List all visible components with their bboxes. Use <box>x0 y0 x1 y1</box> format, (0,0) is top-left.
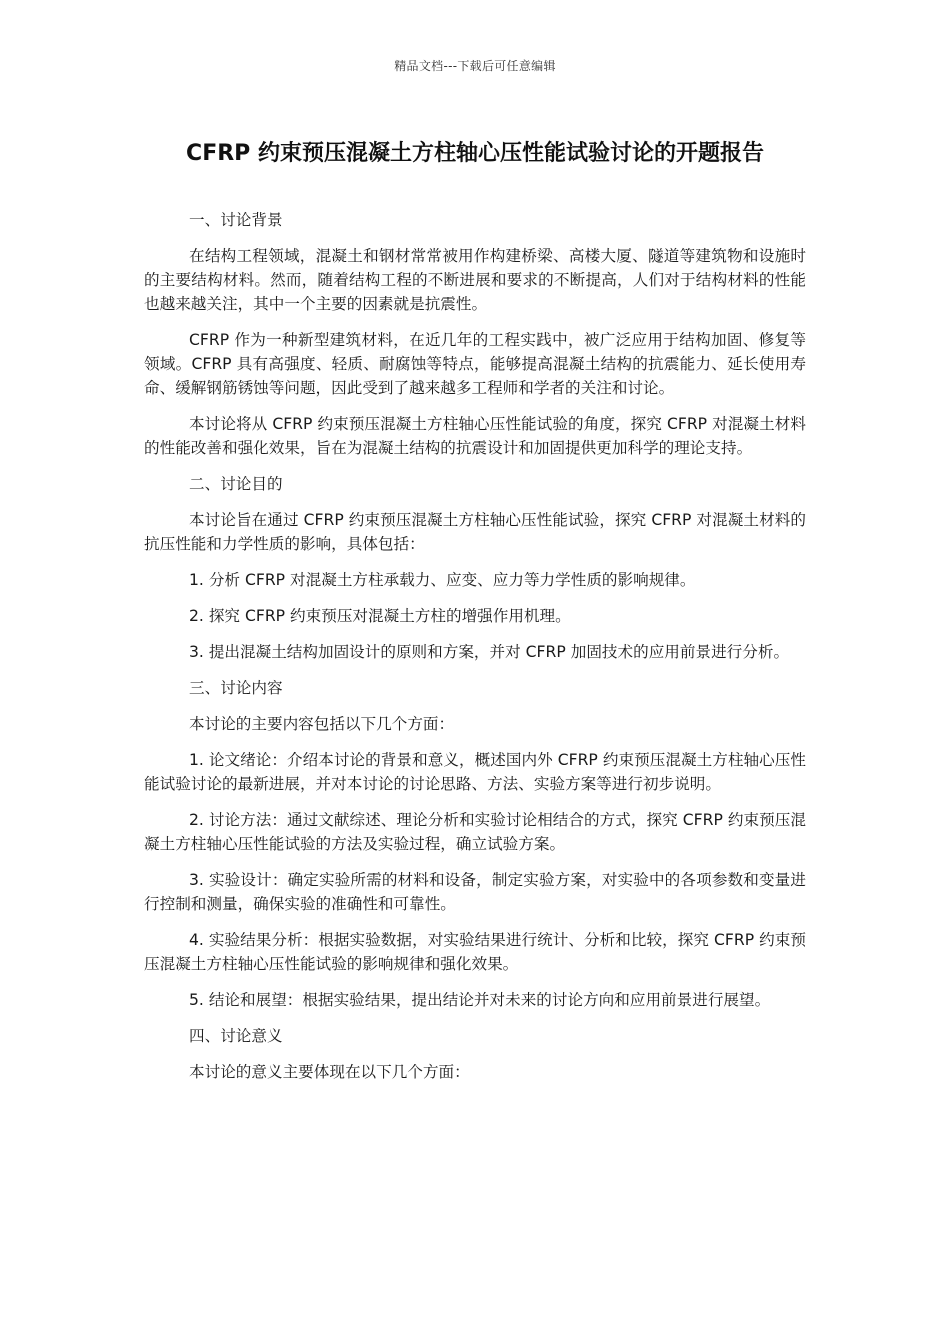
paragraph: 在结构工程领域，混凝土和钢材常常被用作构建桥梁、高楼大厦、隧道等建筑物和设施时的主要结构材料。然而，随着结构工程的不断进展和要求的不断提高，人们对于结构材料的性能也越来越关注，其中一个主要的因素就是抗震性。 <box>144 247 806 313</box>
list-item: 2. 讨论方法：通过文献综述、理论分析和实验讨论相结合的方式，探究 CFRP 约束预压混凝土方柱轴心压性能试验的方法及实验过程，确立试验方案。 <box>144 811 806 853</box>
list-item: 3. 提出混凝土结构加固设计的原则和方案，并对 CFRP 加固技术的应用前景进行分析。 <box>189 643 790 661</box>
list-item: 1. 分析 CFRP 对混凝土方柱承载力、应变、应力等力学性质的影响规律。 <box>189 571 696 589</box>
section-heading-significance: 四、讨论意义 <box>189 1027 283 1045</box>
section-heading-background: 一、讨论背景 <box>189 211 283 229</box>
document-body <box>144 208 806 1096</box>
section-heading-content: 三、讨论内容 <box>189 679 283 697</box>
list-item: 3. 实验设计：确定实验所需的材料和设备，制定实验方案，对实验中的各项参数和变量进行控制和测量，确保实验的准确性和可靠性。 <box>144 871 806 913</box>
header-note: 精品文档---下载后可任意编辑 <box>394 59 556 73</box>
paragraph: 本讨论的意义主要体现在以下几个方面： <box>189 1063 470 1081</box>
paragraph: 本讨论旨在通过 CFRP 约束预压混凝土方柱轴心压性能试验，探究 CFRP 对混凝土材料的抗压性能和力学性质的影响，具体包括： <box>144 511 806 553</box>
document-title: CFRP 约束预压混凝土方柱轴心压性能试验讨论的开题报告 <box>186 141 764 166</box>
list-item: 4. 实验结果分析：根据实验数据，对实验结果进行统计、分析和比较，探究 CFRP 约束预压混凝土方柱轴心压性能试验的影响规律和强化效果。 <box>144 931 806 973</box>
paragraph: 本讨论的主要内容包括以下几个方面： <box>189 715 455 733</box>
section-heading-purpose: 二、讨论目的 <box>189 475 283 493</box>
paragraph: 本讨论将从 CFRP 约束预压混凝土方柱轴心压性能试验的角度，探究 CFRP 对混凝土材料的性能改善和强化效果，旨在为混凝土结构的抗震设计和加固提供更加科学的理论支持。 <box>144 415 806 457</box>
list-item: 1. 论文绪论：介绍本讨论的背景和意义，概述国内外 CFRP 约束预压混凝土方柱轴心压性能试验讨论的最新进展，并对本讨论的讨论思路、方法、实验方案等进行初步说明。 <box>144 751 806 793</box>
list-item: 5. 结论和展望：根据实验结果，提出结论并对未来的讨论方向和应用前景进行展望。 <box>189 991 771 1009</box>
list-item: 2. 探究 CFRP 约束预压对混凝土方柱的增强作用机理。 <box>189 607 571 625</box>
paragraph: CFRP 作为一种新型建筑材料，在近几年的工程实践中，被广泛应用于结构加固、修复等领域。CFRP 具有高强度、轻质、耐腐蚀等特点，能够提高混凝土结构的抗震能力、延长使用寿命、缓解钢筋锈蚀等问题，因此受到了越来越多工程师和学者的关注和讨论。 <box>144 331 806 397</box>
